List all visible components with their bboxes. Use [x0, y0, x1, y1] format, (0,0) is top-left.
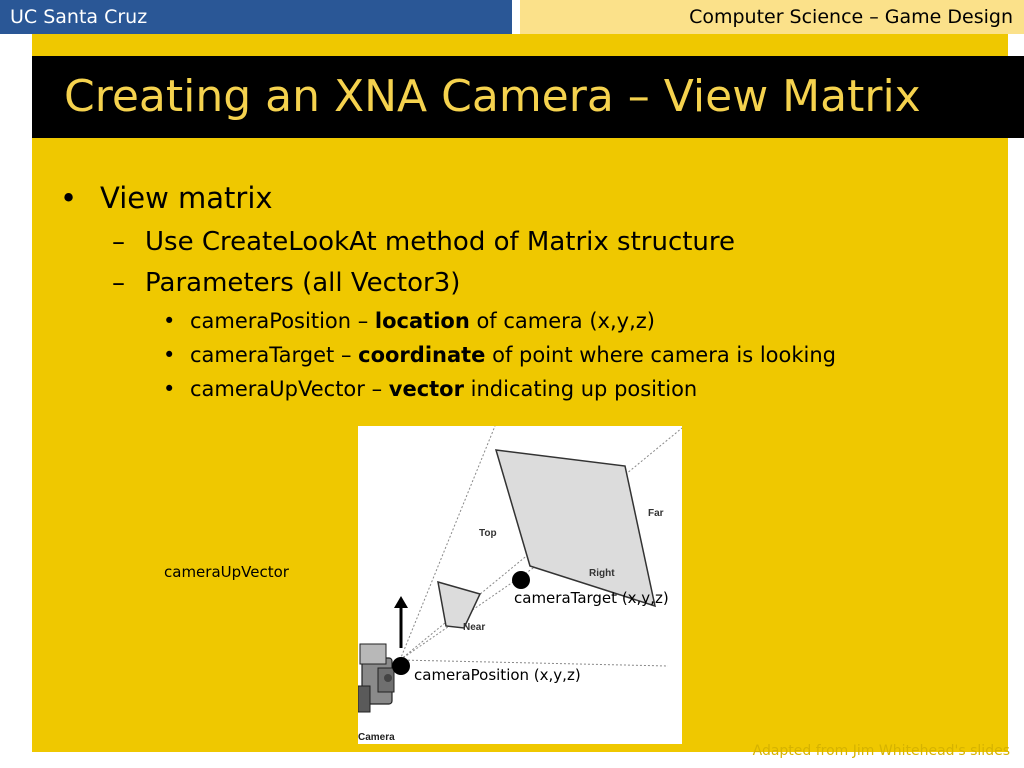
bullet-icon: •: [163, 309, 176, 333]
bullet-icon: •: [163, 377, 176, 401]
sub-bullet-text: Use CreateLookAt method of Matrix structure: [145, 227, 736, 257]
dash-icon: –: [112, 268, 125, 298]
right-label: Right: [589, 568, 615, 579]
camera-up-vector-label: cameraUpVector: [164, 563, 289, 581]
param-text: cameraTarget – coordinate of point where camera is looking: [190, 343, 837, 367]
course-label: Computer Science – Game Design: [689, 6, 1013, 28]
camera-position-label: cameraPosition (x,y,z): [414, 666, 581, 684]
camera-position-point: [392, 657, 410, 675]
bullet-text: View matrix: [100, 181, 273, 215]
far-label: Far: [648, 508, 664, 519]
bullet-icon: •: [60, 181, 78, 215]
camera-target-label: cameraTarget (x,y,z): [514, 589, 669, 607]
slide-title: Creating an XNA Camera – View Matrix: [64, 71, 921, 122]
title-bar: [32, 56, 1024, 138]
param-text: cameraUpVector – vector indicating up position: [190, 377, 698, 401]
param-text: cameraPosition – location of camera (x,y,z): [190, 309, 655, 333]
camera-frustum-diagram: [358, 426, 682, 744]
sub-bullet-text: Parameters (all Vector3): [145, 268, 461, 298]
header-left-bar: [0, 0, 512, 34]
dash-icon: –: [112, 227, 125, 257]
camera-target-point: [512, 571, 530, 589]
top-label: Top: [479, 528, 497, 539]
bullet-icon: •: [163, 343, 176, 367]
camera-label: Camera: [358, 732, 395, 743]
near-label: Near: [463, 622, 486, 633]
header-right-bar: [520, 0, 1024, 34]
institution-label: UC Santa Cruz: [10, 6, 148, 28]
attribution-footer: Adapted from Jim Whitehead's slides: [752, 743, 1010, 759]
